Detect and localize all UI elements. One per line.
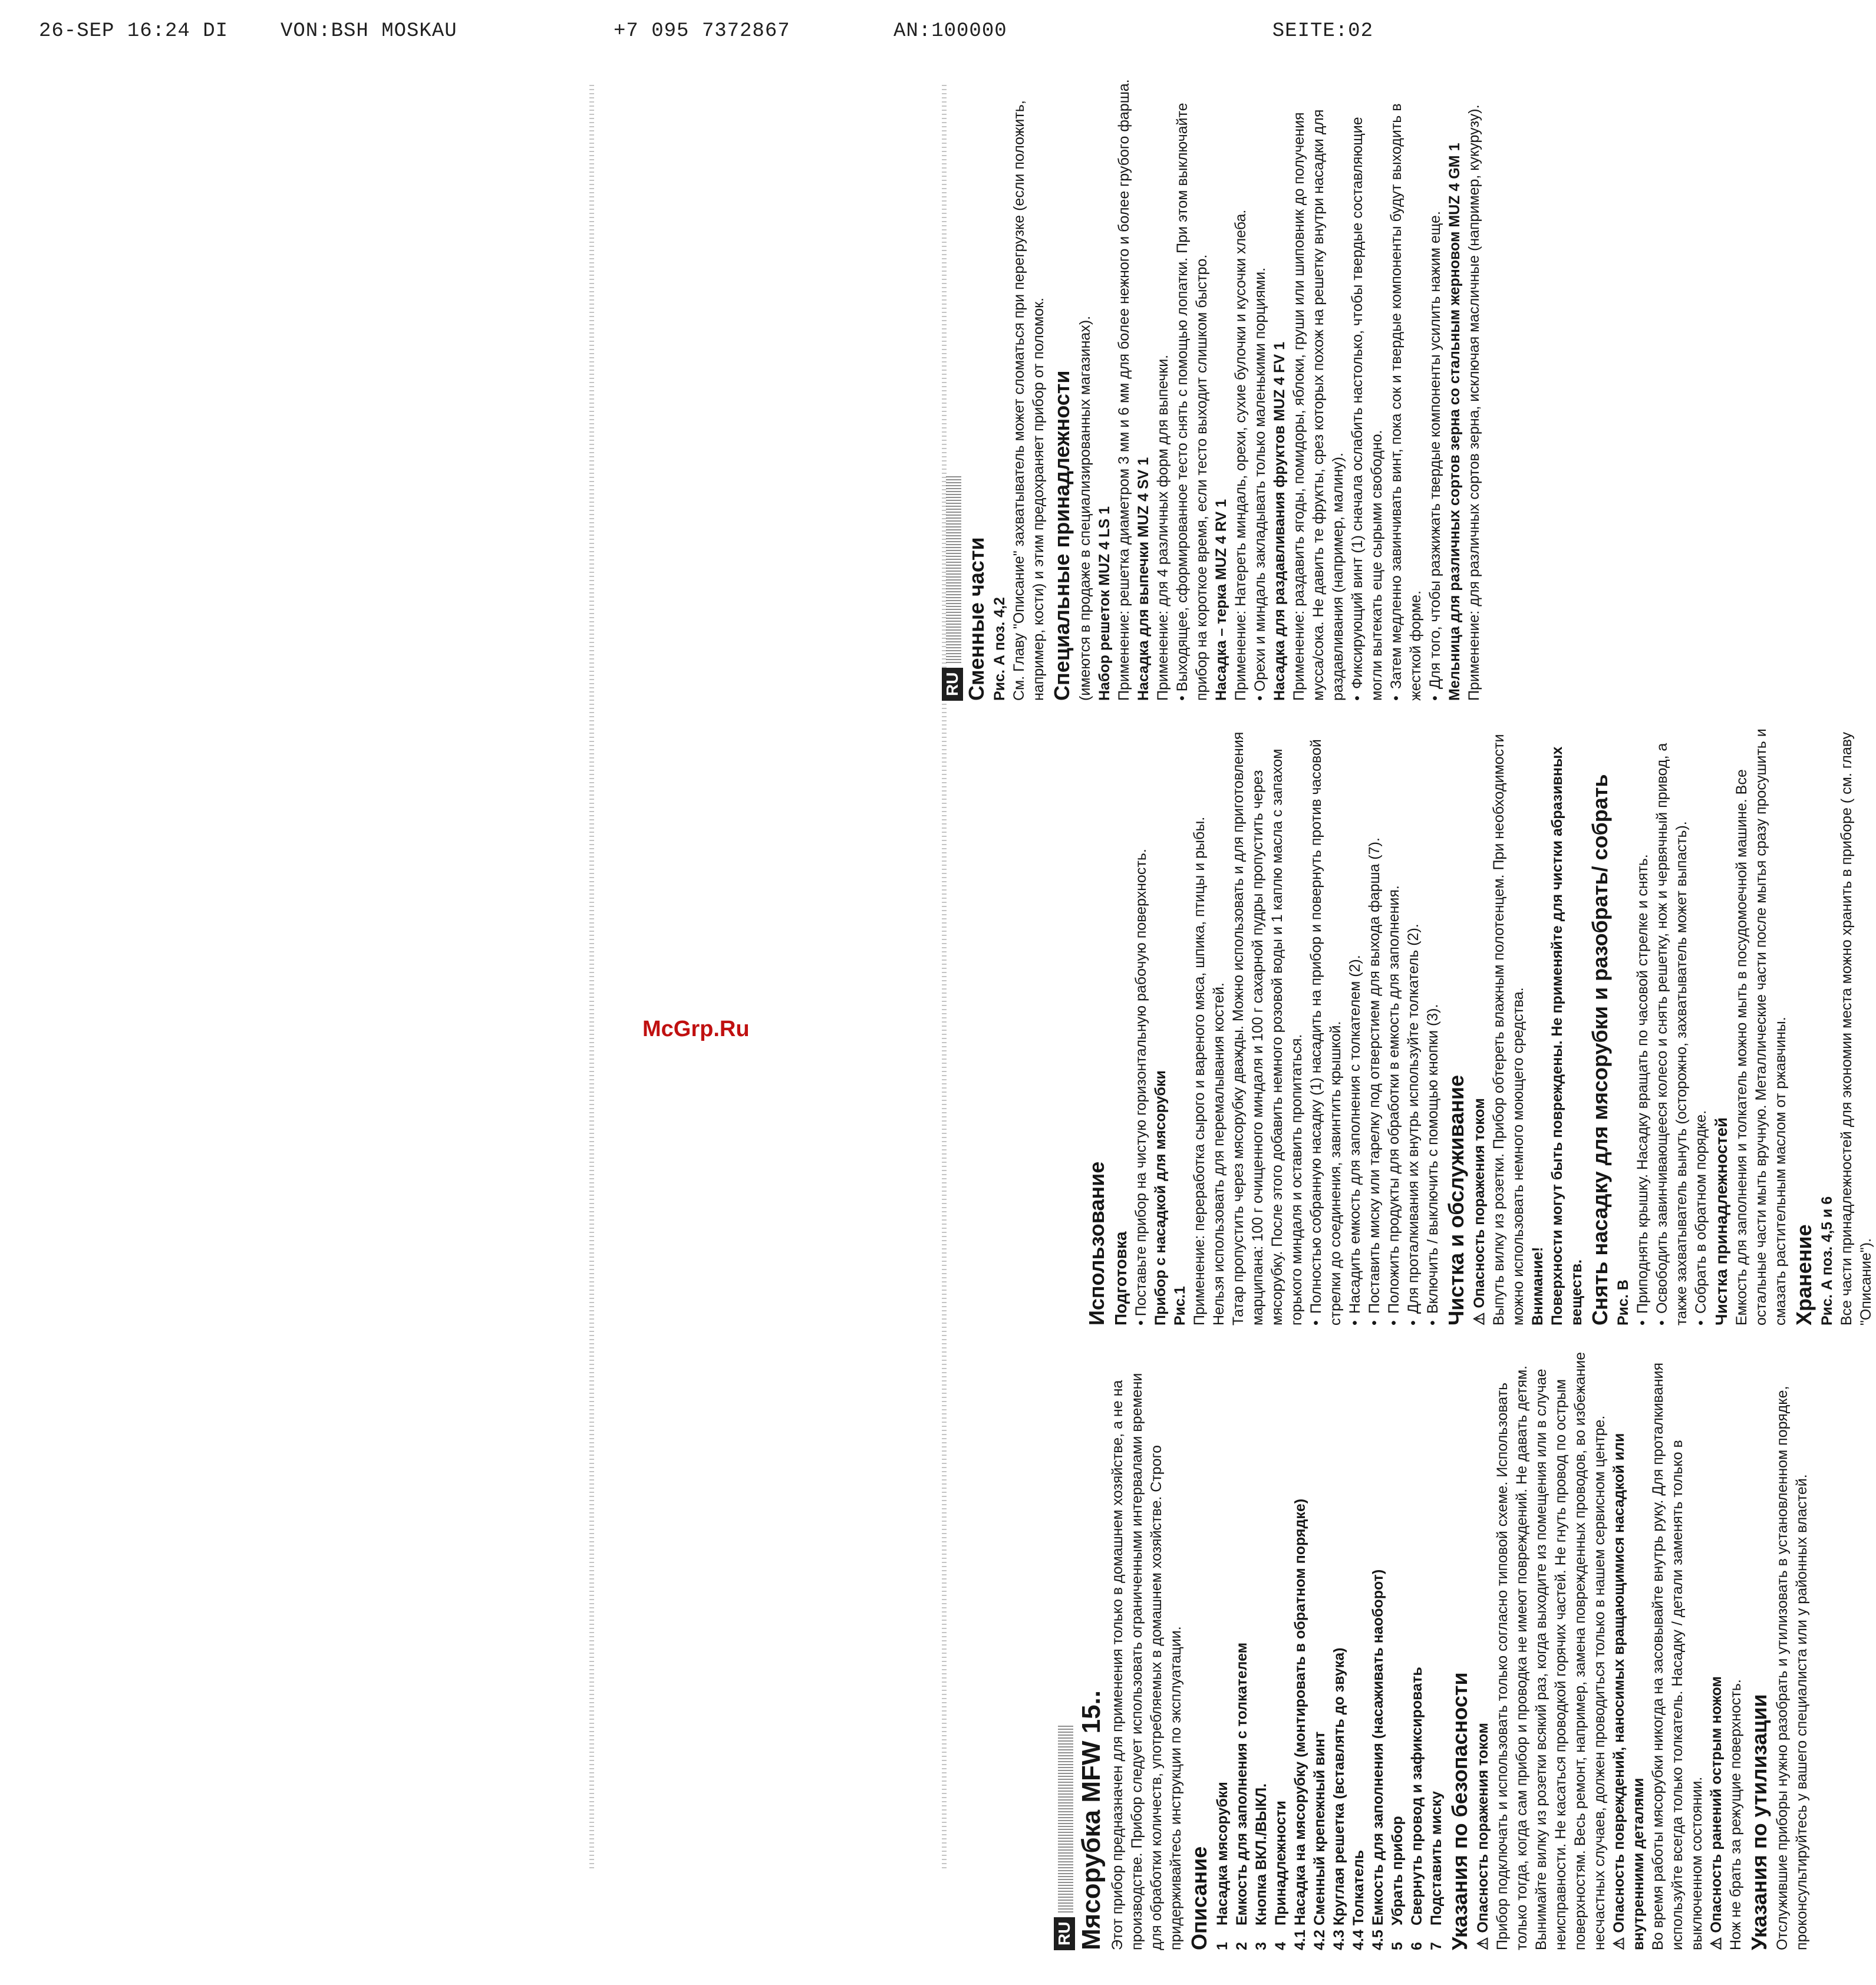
assembly-step: •Поставить миску или тарелку под отверстием для выхода фарша (7). — [1366, 837, 1383, 1325]
preparation-heading: Подготовка — [1112, 1231, 1130, 1325]
cleaning-warning: ⚠ Опасность поражения током — [1471, 1098, 1488, 1325]
spare-parts-heading: Сменные части — [964, 537, 988, 701]
fax-from: VON:BSH MOSKAU — [281, 20, 457, 42]
description-item: 4.3Круглая решетка (вставлять до звука) — [1331, 1647, 1347, 1950]
intro-text: Этот прибор предназначен для применения только в домашнем хозяйстве, а не на производстве. Прибор следует использовать ограниченными интервалами времени для обработки количеств, употребляемых в домашнем хозяйстве. Строго придерживайтесь инструкции по эксплуатации. — [1109, 1373, 1184, 1950]
fruit-press-heading: Насадка для раздавливания фруктов MUZ 4 FV 1 — [1271, 342, 1288, 701]
attention-label: Внимание! — [1529, 1247, 1546, 1325]
description-item: 4.1Насадка на мясорубку (монтировать в обратном порядке) — [1292, 1498, 1308, 1950]
spare-figure-ref: Рис. А поз. 4,2 — [991, 597, 1008, 701]
description-item: 5Убрать прибор — [1389, 1816, 1406, 1950]
disposal-heading: Указания по утилизации — [1747, 1694, 1771, 1950]
spare-parts-text: См. Главу "Описание" захватыватель может сломаться при перегрузке (если положить, например, кости) и этим предохраняет прибор от поломок. — [1011, 100, 1047, 701]
safety-text-knife: Нож не брать за режущие поверхность. — [1727, 1679, 1744, 1950]
language-tag: RU — [1054, 1917, 1075, 1950]
cookie-attachment-heading: Насадка для выпечки MUZ 4 SV 1 — [1135, 457, 1152, 701]
description-list — [1213, 1349, 1446, 1950]
language-tag-2: RU — [942, 668, 963, 701]
fruit-press-step: •Затем медленно завинчивать винт, пока сок и твердые компоненты будут выходить в жесткой форме. — [1388, 103, 1424, 701]
special-accessories-heading: Специальные принадлежности — [1050, 370, 1074, 701]
grater-bullet: • Орехи и миндаль закладывать только маленькими порциями. — [1252, 267, 1268, 701]
usage-heading: Использование — [1084, 1161, 1109, 1325]
rotated-manual-page — [58, 35, 1874, 1950]
disassembly-step: •Приподнять крышку. Насадку вращать по часовой стрелке и снять. — [1634, 854, 1651, 1325]
device-usage-text: Применение: переработка сырого и вареного мяса, шпика, птицы и рыбы. — [1191, 816, 1208, 1325]
assembly-step: •Включить / выключить с помощью кнопки (3). — [1425, 1004, 1441, 1325]
figure-b-ref: Рис. В — [1615, 1280, 1631, 1325]
storage-text: Все части принадлежностей для экономии места можно хранить в приборе ( см. главу "Описание"). — [1838, 731, 1874, 1325]
assembly-step: •Полностью собранную насадку (1) насадить на прибор и повернуть против часовой стрелки до соединения, завинтить крышкой. — [1308, 739, 1344, 1325]
column-right — [942, 76, 1484, 701]
grids-text: Применение: решетка диаметром 3 мм и 6 мм для более нежного и более грубого фарша. — [1116, 79, 1132, 701]
accessories-cleaning-heading: Чистка принадлежностей — [1712, 1117, 1730, 1325]
description-item: 3Кнопка ВКЛ./ВЫКЛ. — [1253, 1783, 1270, 1950]
safety-heading: Указания по безопасности — [1448, 1672, 1472, 1950]
safety-warning-rotating: ⚠ Опасность повреждений, наносимых вращающимися насадкой или внутренними деталями — [1611, 1433, 1647, 1950]
fruit-press-step: •Для того, чтобы разжижать твердые компоненты усилить нажим еще. — [1427, 211, 1443, 701]
description-item: 2Емкость для заполнения с толкателем — [1234, 1642, 1250, 1950]
fruit-press-text: Применение: раздавить ягоды, помидоры, яблоки, груши или шиповник до получения мусса/сока. Не давить те фрукты, срез которых похож на решетку внутри насадки для раздавливания (например, малину). — [1291, 109, 1346, 701]
cookie-attachment-bullet: • Выходящее, сформированное тесто снять с помощью лопатки. При этом выключайте прибор на короткое время, если тесто выходит слишком быстро. — [1174, 103, 1210, 701]
description-item: 1Насадка мясорубки — [1214, 1782, 1231, 1950]
assembly-step: •Положить продукты для обработки в емкость для заполнения. — [1386, 885, 1402, 1325]
column-left — [1054, 1349, 1812, 1950]
disassembly-step: •Собрать в обратном порядке. — [1693, 1110, 1709, 1325]
figure-ref: Рис.1 — [1172, 1286, 1188, 1325]
safety-warning-electric: ⚠ Опасность поражения током — [1475, 1723, 1491, 1950]
disposal-text: Отслужившие приборы нужно разобрать и утилизовать в установленном порядке, проконсультируйтесь у вашего специалиста или у районных властей. — [1774, 1386, 1810, 1950]
attention-text: Поверхности могут быть повреждены. Не применяйте для чистки абразивных веществ. — [1549, 746, 1585, 1325]
header-hatch — [1058, 1724, 1073, 1913]
description-item: 4.5Емкость для заполнения (насаживать наоборот) — [1370, 1569, 1386, 1950]
cookie-attachment-text: Применение: для 4 различных форм для выпечки. — [1155, 354, 1171, 701]
fax-page: SEITE:02 — [1272, 20, 1373, 42]
disassembly-heading: Снять насадку для мясорубки и разобрать/ собрать — [1588, 774, 1612, 1325]
description-item: 4.4Толкатель — [1350, 1849, 1367, 1950]
assembly-steps — [1307, 724, 1443, 1325]
accessories-cleaning-text: Емкость для заполнения и толкатель можно мыть в посудомоечной машине. Все остальные части мыть вручную. Металлические части после мытья сразу просушить и смазать растительным маслом от ржавчины. — [1733, 728, 1789, 1325]
fax-to: AN:100000 — [894, 20, 1007, 42]
grain-mill-text: Применение: для различных сортов зерна, исключая масличные (например, кукурузу). — [1466, 104, 1482, 701]
disassembly-step: •Освободить завинчивающееся колесо и снять решетку, нож и червячный привод, а также захватыватель вынуть (осторожно, захватыватель может выпасть). — [1654, 743, 1690, 1325]
device-recipe-text: Татар пропустить через мясорубку дважды. Можно использовать и для приготовления марципана: 100 г очищенного миндаля и 100 г сахарной пудры пропустить через мясорубку. После этого добавить немного розовой воды и 1 каплю масла с запахом горького миндаля и оставить пропитаться. — [1230, 731, 1305, 1325]
header-hatch — [946, 474, 961, 663]
description-item: 6Свернуть провод и зафиксировать — [1409, 1667, 1425, 1950]
cleaning-heading: Чистка и обслуживание — [1444, 1074, 1468, 1325]
fruit-press-step: •Фиксирующий винт (1) сначала ослабить настолько, чтобы твердые составляющие могли вытекать еще сырыми свободно. — [1349, 117, 1385, 701]
safety-text-rotating: Во время работы мясорубки никогда на засовывайте внутрь руку. Для проталкивания используйте всегда только толкатель. Насадку / детали заменять только в выключенном состоянии. — [1650, 1363, 1705, 1950]
description-item: 4.2Сменный крепежный винт — [1311, 1731, 1328, 1950]
safety-warning-knife: ⚠ Опасность ранений острым ножом — [1708, 1676, 1725, 1950]
special-accessories-text: (имеются в продаже в специализированных магазинах). — [1077, 315, 1093, 701]
fax-datetime: 26-SEP 16:24 DI — [39, 20, 229, 42]
device-heading: Прибор с насадкой для мясорубки — [1152, 1070, 1169, 1325]
description-item: 7Подставить миску — [1428, 1791, 1445, 1950]
device-bones-text: Нельзя использовать для перемалывания костей. — [1211, 982, 1227, 1325]
grater-text: Применение: Натереть миндаль, орехи, сухие булочки и кусочки хлеба. — [1232, 209, 1249, 701]
cleaning-text: Выпуть вилку из розетки. Прибор обтереть влажным полотенцем. При необходимости можно использовать немного моющего средства. — [1491, 734, 1526, 1325]
storage-heading: Хранение — [1792, 1224, 1816, 1325]
safety-text-electric: Прибор подключать и использовать только согласно типовой схеме. Использовать только тогда, когда сам прибор и проводка не имеют повреждений. Не давать детям. Вынимайте вилку из розетки всякий раз, когда выходите из помещения или в случае неисправности. Не касаться проводкой горячих частей. Не гнуть провод по острым поверхностям. Весь ремонт, например, замена поврежденных проводов, во избежание несчастных случаев, должен проводиться только в нашем сервисном центре. — [1494, 1351, 1608, 1950]
assembly-step: •Насадить емкость для заполнения с толкателем (2). — [1347, 955, 1363, 1325]
disassembly-steps — [1633, 724, 1711, 1325]
description-item: 4Принадлежности — [1272, 1801, 1289, 1950]
grater-heading: Насадка – терка MUZ 4 RV 1 — [1213, 499, 1229, 701]
grids-heading: Набор решеток MUZ 4 LS 1 — [1096, 506, 1113, 701]
fax-phone: +7 095 7372867 — [614, 20, 790, 42]
assembly-step: •Для проталкивания их внутрь используйте толкатель (2). — [1405, 924, 1422, 1325]
watermark: McGrp.Ru — [642, 1017, 750, 1041]
description-heading: Описание — [1187, 1846, 1211, 1950]
product-title: Мясорубка MFW 15.. — [1077, 1690, 1106, 1950]
grain-mill-heading: Мельница для различных сортов зерна со стальным жерновом MUZ 4 GM 1 — [1446, 143, 1463, 701]
column-middle — [1083, 724, 1876, 1325]
storage-figure-ref: Рис. А поз. 4,5 и 6 — [1819, 1196, 1835, 1325]
fruit-press-steps — [1348, 76, 1445, 701]
preparation-text: • Поставьте прибор на чистую горизонтальную рабочую поверхность. — [1133, 849, 1149, 1325]
